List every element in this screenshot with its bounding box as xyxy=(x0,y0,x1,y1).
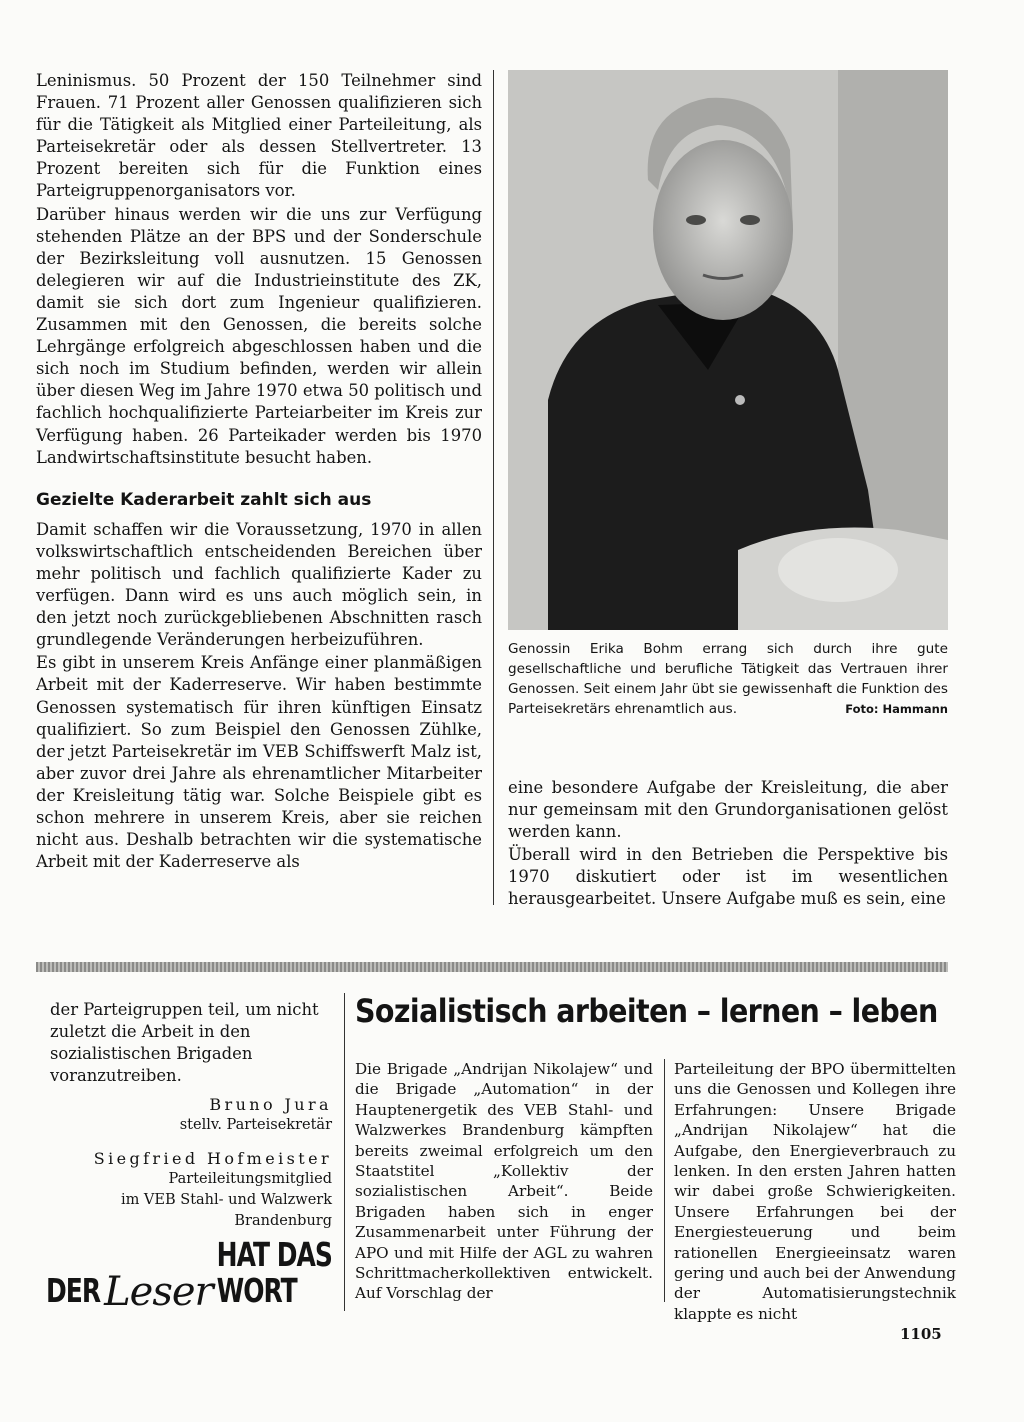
caption-text: Genossin Erika Bohm errang sich durch ihre gute gesellschaftliche und berufliche Tätigkeit das Vertrauen ihrer Genossen. Seit einem Jahr übt sie gewissenhaft die Funktion des Parteisekretärs ehrenamtlich aus. xyxy=(508,641,948,717)
section-separator xyxy=(36,962,948,972)
photo-credit: Foto: Hammann xyxy=(845,702,948,716)
column-rule xyxy=(664,1059,665,1302)
article-column-1 xyxy=(355,1059,653,1305)
subheading: Gezielte Kaderarbeit zahlt sich aus xyxy=(36,489,372,510)
paragraph: der Parteigruppen teil, um nicht zuletzt die Arbeit in den sozialistischen Brigaden voranzutreiben. xyxy=(50,1000,319,1086)
column-rule xyxy=(493,70,494,905)
page-number: 1105 xyxy=(900,1325,942,1343)
paragraph: Die Brigade „Andrijan Nikolajew“ und die Brigade „Automation“ in der Hauptenergetik des VEB Stahl- und Walzwerkes Brandenburg kämpften bereits zweimal erfolgreich um den Staatstitel „Kollektiv der sozialistischen Arbeit“. Beide Brigaden haben sich in enger Zusammenarbeit unter Führung der APO und mit Hilfe der AGL zu wahren Schrittmacherkollektiven entwickelt. Auf Vorschlag der xyxy=(355,1060,653,1303)
left-column xyxy=(36,70,482,874)
paragraph: Überall wird in den Betrieben die Perspektive bis 1970 diskutiert oder ist im wesentlichen herausgearbeitet. Unsere Aufgabe muß es sein, eine xyxy=(508,845,948,909)
signature-block xyxy=(50,1148,332,1232)
signature-role: stellv. Parteisekretär xyxy=(179,1117,332,1133)
paragraph: Leninismus. 50 Prozent der 150 Teilnehmer sind Frauen. 71 Prozent aller Genossen qualifizieren sich für die Tätigkeit als Mitglied einer Parteileitung, als Parteisekretär oder als dessen Stellvertreter. 13 Prozent bereiten sich für die Funktion eines Parteigruppenorganisators vor. xyxy=(36,71,482,201)
signature-role: Brandenburg xyxy=(234,1213,332,1229)
right-column-lower xyxy=(508,777,948,912)
paragraph: Es gibt in unserem Kreis Anfänge einer planmäßigen Arbeit mit der Kaderreserve. Wir haben bestimmte Genossen systematisch für ihren künftigen Einsatz qualifiziert. So zum Beispiel den Genossen Zühlke, der jetzt Parteisekretär im VEB Schiffswerft Malz ist, aber zuvor drei Jahre als ehrenamtlicher Mitarbeiter der Kreisleitung tätig war. Solche Beispiele gibt es schon mehrere in unserem Kreis, aber sie reichen nicht aus. Deshalb betrachten wir die systematische Arbeit mit der Kaderreserve als xyxy=(36,653,482,872)
article-headline: Sozialistisch arbeiten – lernen – leben xyxy=(355,993,938,1030)
portrait-photo xyxy=(508,70,948,630)
signature-block xyxy=(50,1094,332,1136)
logo-script: Leser xyxy=(104,1269,213,1315)
signature-name: Bruno Jura xyxy=(209,1095,332,1114)
photo-caption xyxy=(508,639,948,719)
paragraph: Parteileitung der BPO übermittelten uns die Genossen und Kollegen ihre Erfahrungen: Unsere Brigade „Andrijan Nikolajew“ hat die Aufgabe, den Energieverbrauch zu lenken. In den ersten Jahren hatten wir dabei große Schwierigkeiten. Unsere Erfahrungen bei der Energiesteuerung und beim rationellen Energieeinsatz waren gering und auch bei der Anwendung der Automatisierungstechnik klappte es nicht xyxy=(674,1060,956,1323)
letter-ending xyxy=(50,999,332,1088)
column-rule xyxy=(344,993,345,1311)
leser-hat-das-wort-logo xyxy=(46,1235,336,1315)
signature-role: im VEB Stahl- und Walzwerk xyxy=(120,1192,332,1208)
signature-name: Siegfried Hofmeister xyxy=(93,1149,332,1168)
paragraph: Damit schaffen wir die Voraussetzung, 1970 in allen volkswirtschaftlich entscheidenden Bereichen über mehr politisch und fachlich qualifizierte Kader zu verfügen. Dann wird es uns auch möglich sein, in den jetzt noch zurückgebliebenen Abschnitten rasch grundlegende Veränderungen herbeizuführen. xyxy=(36,519,482,650)
article-column-2 xyxy=(674,1059,956,1325)
signature-role: Parteileitungsmitglied xyxy=(168,1171,332,1187)
paragraph: eine besondere Aufgabe der Kreisleitung, die aber nur gemeinsam mit den Grundorganisationen gelöst werden kann. xyxy=(508,778,948,842)
logo-prefix: DER xyxy=(46,1272,101,1310)
logo-suffix: HAT DAS WORT xyxy=(216,1235,332,1310)
paragraph: Darüber hinaus werden wir die uns zur Verfügung stehenden Plätze an der BPS und der Sonderschule der Bezirksleitung voll ausnutzen. 15 Genossen delegieren wir auf die Industrieinstitute des ZK, damit sie sich dort zum Ingenieur qualifizieren. Zusammen mit den Genossen, die bereits solche Lehrgänge erfolgreich abgeschlossen haben und die sich noch im Studium befinden, werden wir allein über diesen Weg im Jahre 1970 etwa 50 politisch und fachlich hochqualifizierte Parteiarbeiter im Kreis zur Verfügung haben. 26 Parteikader werden bis 1970 Landwirtschaftsinstitute besucht haben. xyxy=(36,204,482,467)
portrait-illustration xyxy=(508,70,948,630)
